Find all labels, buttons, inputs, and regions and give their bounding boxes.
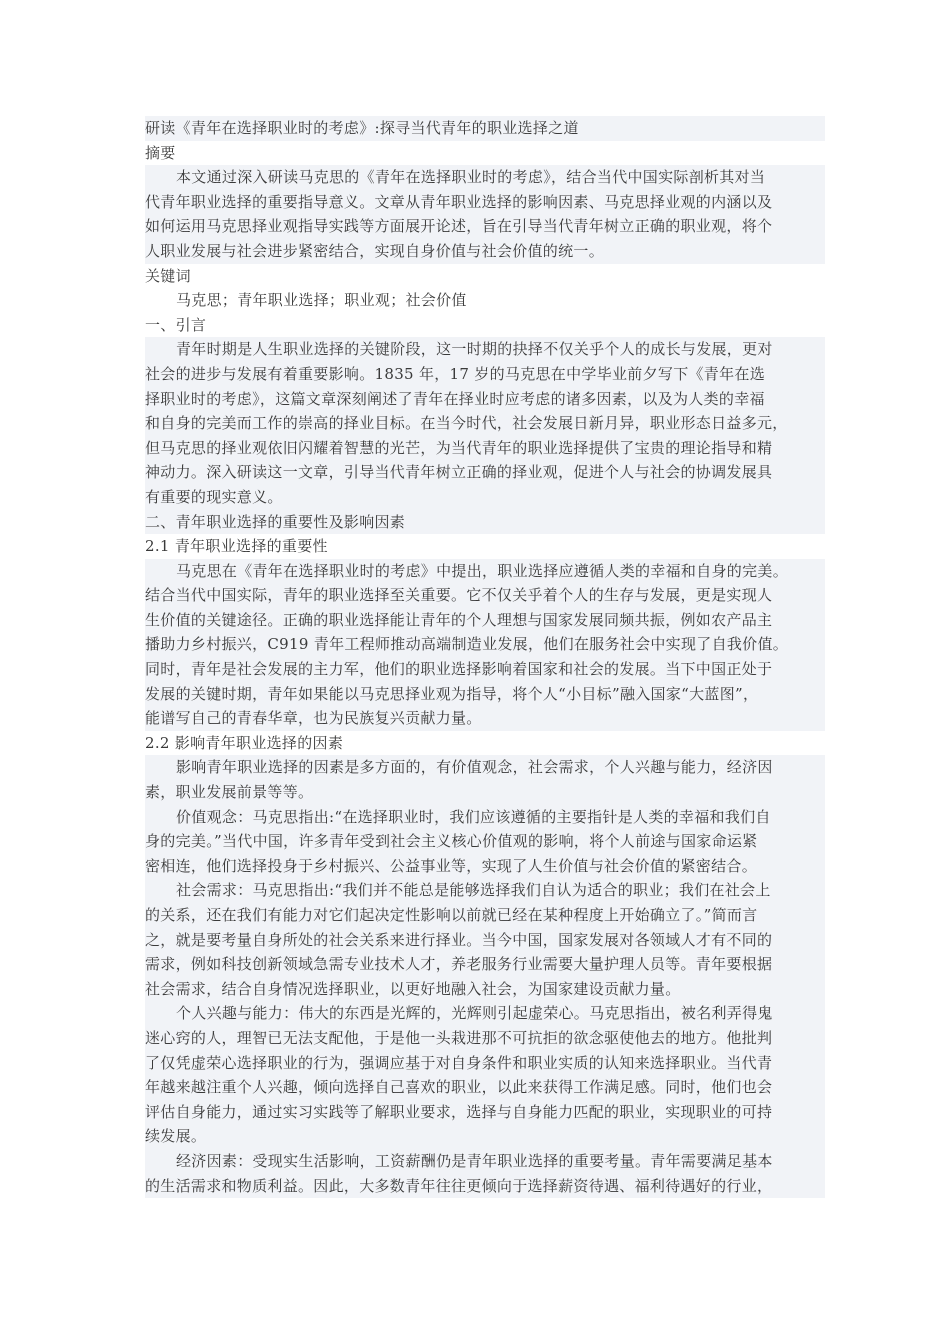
paragraph-line: 社会需求：马克思指出:“我们并不能总是能够选择我们自认为适合的职业；我们在社会上 — [145, 878, 825, 903]
abstract-paragraph — [145, 165, 825, 263]
paragraph-line: 马克思在《青年在选择职业时的考虑》中提出，职业选择应遵循人类的幸福和自身的完美。 — [145, 559, 825, 584]
document-page — [145, 116, 825, 1198]
paragraph-line: 择职业时的考虑》，这篇文章深刻阐述了青年在择业时应考虑的诸多因素，以及为人类的幸福 — [145, 387, 825, 412]
section-heading: 二、青年职业选择的重要性及影响因素 — [145, 510, 825, 535]
importance-paragraph — [145, 559, 825, 731]
subsection-heading: 2.1 青年职业选择的重要性 — [145, 537, 328, 556]
interest-ability-paragraph — [145, 1001, 825, 1149]
paragraph-line: 有重要的现实意义。 — [145, 485, 825, 510]
subsection-heading: 2.2 影响青年职业选择的因素 — [145, 733, 344, 752]
paragraph-line: 需求，例如科技创新领域急需专业技术人才，养老服务行业需要大量护理人员等。青年要根据 — [145, 952, 825, 977]
paragraph-line: 身的完美。”当代中国，许多青年受到社会主义核心价值观的影响，将个人前途与国家命运紧 — [145, 829, 825, 854]
section-heading: 一、引言 — [145, 315, 207, 334]
paragraph-line: 之，就是要考量自身所处的社会关系来进行择业。当今中国，国家发展对各领域人才有不同的 — [145, 928, 825, 953]
paragraph-line: 迷心窍的人，理智已无法支配他，于是他一头栽进那不可抗拒的欲念驱使他去的地方。他批判 — [145, 1026, 825, 1051]
values-paragraph — [145, 805, 825, 879]
paragraph-line: 但马克思的择业观依旧闪耀着智慧的光芒，为当代青年的职业选择提供了宝贵的理论指导和精 — [145, 436, 825, 461]
paragraph-line: 生价值的关键途径。正确的职业选择能让青年的个人理想与国家发展同频共振，例如农产品主 — [145, 608, 825, 633]
paragraph-line: 经济因素：受现实生活影响，工资薪酬仍是青年职业选择的重要考量。青年需要满足基本 — [145, 1149, 825, 1174]
intro-paragraph — [145, 337, 825, 509]
paragraph-line: 了仅凭虚荣心选择职业的行为，强调应基于对自身条件和职业实质的认知来选择职业。当代青 — [145, 1051, 825, 1076]
social-needs-paragraph — [145, 878, 825, 1001]
paragraph-line: 代青年职业选择的重要指导意义。文章从青年职业选择的影响因素、马克思择业观的内涵以及 — [145, 190, 825, 215]
paragraph-line: 续发展。 — [145, 1124, 825, 1149]
paragraph-line: 社会需求，结合自身情况选择职业，以更好地融入社会，为国家建设贡献力量。 — [145, 977, 825, 1002]
paragraph-line: 年越来越注重个人兴趣，倾向选择自己喜欢的职业，以此来获得工作满足感。同时，他们也会 — [145, 1075, 825, 1100]
paragraph-line: 本文通过深入研读马克思的《青年在选择职业时的考虑》，结合当代中国实际剖析其对当 — [145, 165, 825, 190]
factors-intro-paragraph — [145, 755, 825, 804]
economic-paragraph — [145, 1149, 825, 1198]
paragraph-line: 社会的进步与发展有着重要影响。1835 年，17 岁的马克思在中学毕业前夕写下《青年在选 — [145, 362, 825, 387]
document-title: 研读《青年在选择职业时的考虑》:探寻当代青年的职业选择之道 — [145, 116, 825, 141]
keywords-line: 马克思；青年职业选择；职业观；社会价值 — [176, 291, 467, 310]
paragraph-line: 价值观念：马克思指出:“在选择职业时，我们应该遵循的主要指针是人类的幸福和我们自 — [145, 805, 825, 830]
paragraph-line: 评估自身能力，通过实习实践等了解职业要求，选择与自身能力匹配的职业，实现职业的可持 — [145, 1100, 825, 1125]
paragraph-line: 同时，青年是社会发展的主力军，他们的职业选择影响着国家和社会的发展。当下中国正处于 — [145, 657, 825, 682]
abstract-heading: 摘要 — [145, 143, 176, 162]
keywords-heading: 关键词 — [145, 266, 191, 285]
paragraph-line: 的生活需求和物质利益。因此，大多数青年往往更倾向于选择薪资待遇、福利待遇好的行业， — [145, 1174, 825, 1199]
paragraph-line: 神动力。深入研读这一文章，引导当代青年树立正确的择业观，促进个人与社会的协调发展具 — [145, 460, 825, 485]
paragraph-line: 如何运用马克思择业观指导实践等方面展开论述，旨在引导当代青年树立正确的职业观，将个 — [145, 214, 825, 239]
paragraph-line: 结合当代中国实际，青年的职业选择至关重要。它不仅关乎着个人的生存与发展，更是实现人 — [145, 583, 825, 608]
paragraph-line: 素，职业发展前景等等。 — [145, 780, 825, 805]
paragraph-line: 密相连，他们选择投身于乡村振兴、公益事业等，实现了人生价值与社会价值的紧密结合。 — [145, 854, 825, 879]
paragraph-line: 发展的关键时期，青年如果能以马克思择业观为指导，将个人“小目标”融入国家“大蓝图”， — [145, 682, 825, 707]
paragraph-line: 影响青年职业选择的因素是多方面的，有价值观念，社会需求，个人兴趣与能力，经济因 — [145, 755, 825, 780]
paragraph-line: 能谱写自己的青春华章，也为民族复兴贡献力量。 — [145, 706, 825, 731]
paragraph-line: 的关系，还在我们有能力对它们起决定性影响以前就已经在某种程度上开始确立了。”简而言 — [145, 903, 825, 928]
paragraph-line: 青年时期是人生职业选择的关键阶段，这一时期的抉择不仅关乎个人的成长与发展，更对 — [145, 337, 825, 362]
paragraph-line: 个人兴趣与能力：伟大的东西是光辉的，光辉则引起虚荣心。马克思指出，被名利弄得鬼 — [145, 1001, 825, 1026]
paragraph-line: 人职业发展与社会进步紧密结合，实现自身价值与社会价值的统一。 — [145, 239, 825, 264]
paragraph-line: 和自身的完美而工作的崇高的择业目标。在当今时代，社会发展日新月异，职业形态日益多元， — [145, 411, 825, 436]
paragraph-line: 播助力乡村振兴，C919 青年工程师推动高端制造业发展，他们在服务社会中实现了自我价值。 — [145, 632, 825, 657]
